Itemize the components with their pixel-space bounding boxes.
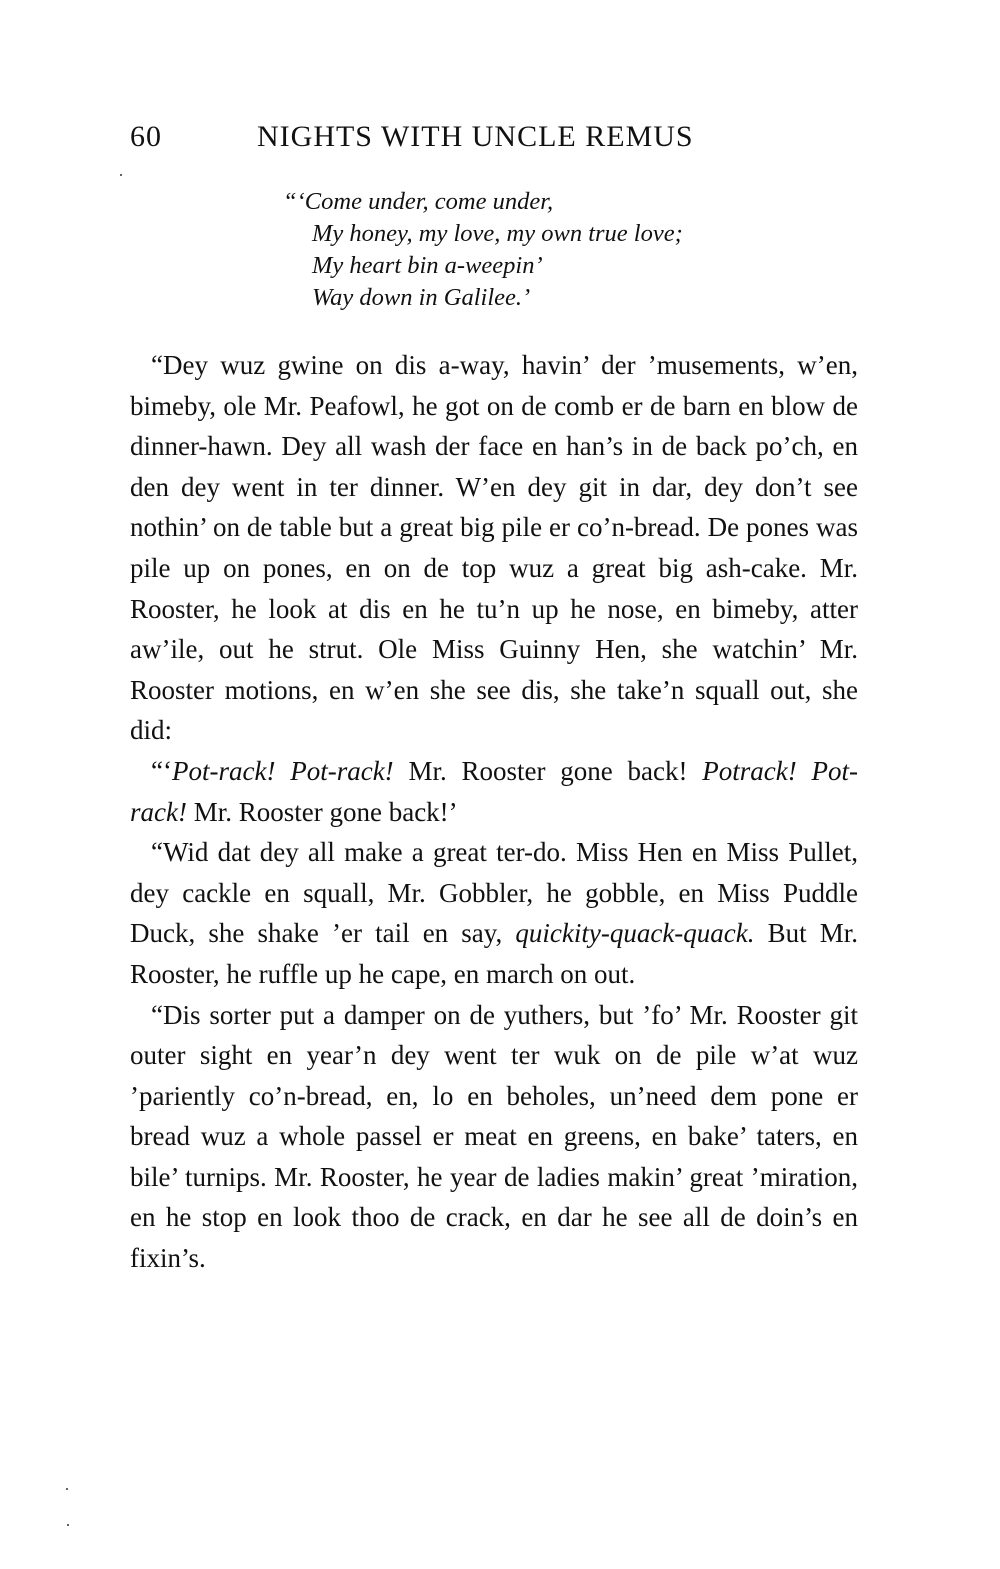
text-run: Mr. Rooster gone back!’ bbox=[186, 796, 458, 827]
scan-speck bbox=[120, 174, 122, 176]
verse-line: “‘Come under, come under, bbox=[283, 188, 554, 215]
paragraph: “Dis sorter put a damper on de yuthers, but ’fo’ Mr. Rooster git outer sight en year’n dey went ter wuk on de pile w’at wuz ’pariently co’n-bread, en, lo en beholes, un’need dem pone er bread wuz a whole passel er meat en greens, en bake’ taters, en bile’ turnips. Mr. Rooster, he year de ladies makin’ great ’miration, en he stop en look thoo de crack, en dar he see all de doin’s en fixin’s. bbox=[130, 999, 858, 1274]
scan-speck bbox=[66, 1488, 68, 1490]
verse-line: Way down in Galilee.’ bbox=[312, 284, 531, 311]
verse-block bbox=[283, 186, 803, 314]
italic-phrase: Potrack! Pot-rack! bbox=[130, 755, 858, 827]
body-text bbox=[130, 345, 858, 1279]
running-title: NIGHTS WITH UNCLE REMUS bbox=[257, 120, 694, 153]
quote-open: “‘ bbox=[151, 755, 172, 786]
paragraph bbox=[130, 751, 858, 832]
scan-speck bbox=[67, 1524, 69, 1526]
paragraph bbox=[130, 832, 858, 994]
text-run: Mr. Rooster gone back! bbox=[393, 755, 703, 786]
italic-phrase: Pot-rack! Pot-rack! bbox=[171, 755, 394, 786]
paragraph: “Dey wuz gwine on dis a-way, havin’ der ’musements, w’en, bimeby, ole Mr. Peafowl, he got on de comb er de barn en blow de dinner-hawn. Dey all wash der face en han’s in de back po’ch, en den dey went in ter dinner. W’en dey git in dar, dey don’t see nothin’ on de table but a great big pile er co’n-bread. De pones was pile up on pones, en on de top wuz a great big ash-cake. Mr. Rooster, he look at dis en he tu’n up he nose, en bimeby, atter aw’ile, out he strut. Ole Miss Guinny Hen, she watchin’ Mr. Rooster motions, en w’en she see dis, she take’n squall out, she did: bbox=[130, 350, 858, 746]
text-run: But Mr. Rooster, he ruffle up he cape, en march on out. bbox=[130, 918, 858, 989]
page-number: 60 bbox=[130, 120, 162, 153]
verse-line: My honey, my love, my own true love; bbox=[312, 220, 683, 247]
text-run: “Wid dat dey all make a great ter-do. Miss Hen en Miss Pullet, dey cackle en squall, Mr. Gobbler, he gobble, en Miss Puddle Duck, she shake ’er tail en say, bbox=[130, 837, 858, 949]
italic-phrase: quickity-quack-quack. bbox=[515, 918, 755, 949]
verse-line: My heart bin a-weepin’ bbox=[312, 252, 543, 279]
running-head bbox=[130, 120, 740, 164]
